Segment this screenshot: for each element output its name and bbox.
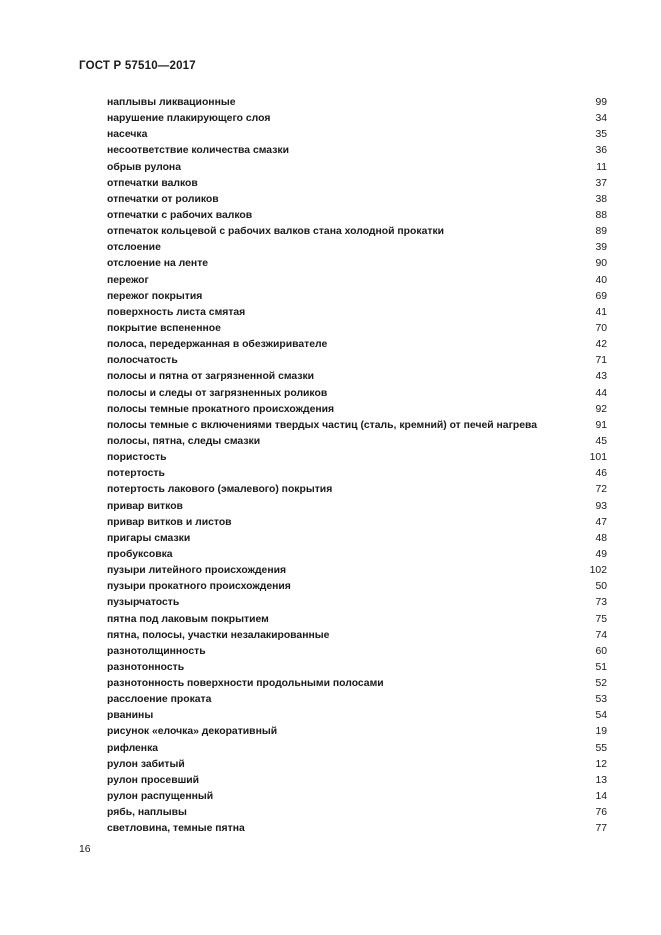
- index-page-ref: 69: [595, 290, 607, 302]
- index-page-ref: 60: [595, 645, 607, 657]
- index-term: пятна под лаковым покрытием: [107, 613, 269, 625]
- index-entry: [107, 628, 607, 644]
- index-term: отпечаток кольцевой с рабочих валков стана холодной прокатки: [107, 226, 445, 238]
- index-page-ref: 19: [595, 726, 607, 738]
- index-entry: [107, 143, 607, 159]
- index-entry: [107, 531, 607, 547]
- index-term: пятна, полосы, участки незалакированные: [107, 629, 330, 641]
- page-number: 16: [79, 844, 91, 855]
- index-entry: [107, 386, 607, 402]
- index-entry: [107, 289, 607, 305]
- index-entry: [107, 773, 607, 789]
- index-page-ref: 35: [595, 129, 607, 141]
- index-term: пробуксовка: [107, 548, 173, 560]
- index-entry: [107, 273, 607, 289]
- index-entry: [107, 466, 607, 482]
- index-term: нарушение плакирующего слоя: [107, 113, 271, 125]
- index-page-ref: 40: [595, 274, 607, 286]
- index-term: рисунок «елочка» декоративный: [107, 726, 278, 738]
- index-term: отпечатки с рабочих валков: [107, 209, 253, 221]
- index-entry: [107, 789, 607, 805]
- index-term: отслоение на ленте: [107, 258, 209, 270]
- index-entry: [107, 95, 607, 111]
- index-entry: [107, 692, 607, 708]
- index-term: рябь, наплывы: [107, 807, 187, 819]
- index-page-ref: 42: [595, 339, 607, 351]
- index-term: привар витков: [107, 500, 183, 512]
- index-entry: [107, 708, 607, 724]
- index-page-ref: 70: [595, 322, 607, 334]
- index-entry: [107, 353, 607, 369]
- index-entry: [107, 224, 607, 240]
- index-page-ref: 13: [595, 774, 607, 786]
- index-entry: [107, 805, 607, 821]
- index-page-ref: 54: [595, 710, 607, 722]
- index-page-ref: 102: [589, 565, 607, 577]
- index-page-ref: 14: [595, 791, 607, 803]
- index-term: пузырчатость: [107, 597, 180, 609]
- index-entry: [107, 757, 607, 773]
- index-entry: [107, 127, 607, 143]
- index-term: полоса, передержанная в обезжиривателе: [107, 339, 328, 351]
- index-page-ref: 93: [595, 500, 607, 512]
- index-page-ref: 38: [595, 193, 607, 205]
- index-entry: [107, 176, 607, 192]
- index-entry: [107, 256, 607, 272]
- index-entry: [107, 676, 607, 692]
- index-entry: [107, 321, 607, 337]
- index-entry: [107, 160, 607, 176]
- index-entry: [107, 515, 607, 531]
- index-term: покрытие вспененное: [107, 322, 221, 334]
- index-term: потертость лакового (эмалевого) покрытия: [107, 484, 333, 496]
- index-entry: [107, 418, 607, 434]
- index-term: отслоение: [107, 242, 161, 254]
- index-term: полосы и пятна от загрязненной смазки: [107, 371, 315, 383]
- index-page-ref: 44: [595, 387, 607, 399]
- index-entry: [107, 644, 607, 660]
- index-page-ref: 12: [595, 758, 607, 770]
- index-entry: [107, 595, 607, 611]
- index-entry: [107, 547, 607, 563]
- index-page-ref: 50: [595, 581, 607, 593]
- index-page-ref: 34: [595, 113, 607, 125]
- index-term: пузыри литейного происхождения: [107, 565, 287, 577]
- index-page-ref: 53: [595, 694, 607, 706]
- index-entry: [107, 821, 607, 837]
- index-entry: [107, 434, 607, 450]
- index-page-ref: 36: [595, 145, 607, 157]
- index-term: пригары смазки: [107, 532, 191, 544]
- index-page-ref: 55: [595, 742, 607, 754]
- index-term: разнотолщинность: [107, 645, 206, 657]
- index-page-ref: 48: [595, 532, 607, 544]
- index-entry: [107, 482, 607, 498]
- index-term: поверхность листа смятая: [107, 306, 246, 318]
- index-term: пережог покрытия: [107, 290, 203, 302]
- index-term: разнотонность: [107, 661, 185, 673]
- index-term: отпечатки от роликов: [107, 193, 219, 205]
- index-entry: [107, 208, 607, 224]
- index-term: полосы, пятна, следы смазки: [107, 435, 261, 447]
- index-term: наплывы ликвационные: [107, 97, 236, 108]
- index-entry: [107, 402, 607, 418]
- index-page-ref: 73: [595, 597, 607, 609]
- index-page-ref: 52: [595, 678, 607, 690]
- index-page-ref: 75: [595, 613, 607, 625]
- index-term: рванины: [107, 710, 154, 722]
- index-entry: [107, 369, 607, 385]
- index-page-ref: 46: [595, 468, 607, 480]
- index-term: полосы темные с включениями твердых частиц (сталь, кремний) от печей нагрева: [107, 419, 538, 431]
- index-entry: [107, 337, 607, 353]
- index-entry: [107, 450, 607, 466]
- index-page-ref: 72: [595, 484, 607, 496]
- index-page-ref: 71: [595, 355, 607, 367]
- index-entry: [107, 192, 607, 208]
- index-entry: [107, 111, 607, 127]
- index-term: несоответствие количества смазки: [107, 145, 289, 157]
- index-term: рифленка: [107, 742, 159, 754]
- index-term: расслоение проката: [107, 694, 212, 706]
- index-page-ref: 74: [595, 629, 607, 641]
- index-page-ref: 90: [595, 258, 607, 270]
- index-term: потертость: [107, 468, 165, 480]
- index-term: обрыв рулона: [107, 161, 181, 173]
- index-term: полосы темные прокатного происхождения: [107, 403, 335, 415]
- index-entry: [107, 563, 607, 579]
- alphabetical-index: [107, 95, 607, 837]
- index-entry: [107, 724, 607, 740]
- index-page-ref: 101: [589, 452, 607, 464]
- index-entry: [107, 579, 607, 595]
- index-page-ref: 88: [595, 209, 607, 221]
- index-page-ref: 39: [595, 242, 607, 254]
- index-term: полосчатость: [107, 355, 178, 367]
- index-page-ref: 49: [595, 548, 607, 560]
- index-term: пережог: [107, 274, 149, 286]
- index-term: полосы и следы от загрязненных роликов: [107, 387, 328, 399]
- index-entry: [107, 305, 607, 321]
- index-page-ref: 37: [595, 177, 607, 189]
- index-term: отпечатки валков: [107, 177, 198, 189]
- index-term: привар витков и листов: [107, 516, 232, 528]
- index-page-ref: 99: [595, 97, 607, 108]
- index-page-ref: 77: [595, 823, 607, 835]
- index-term: пористость: [107, 452, 167, 464]
- index-term: рулон просевший: [107, 774, 200, 786]
- index-page-ref: 41: [595, 306, 607, 318]
- index-page-ref: 43: [595, 371, 607, 383]
- index-term: пузыри прокатного происхождения: [107, 581, 291, 593]
- index-page-ref: 45: [595, 435, 607, 447]
- index-page-ref: 92: [595, 403, 607, 415]
- index-entry: [107, 240, 607, 256]
- index-term: рулон забитый: [107, 758, 185, 770]
- index-term: рулон распущенный: [107, 791, 214, 803]
- index-page-ref: 89: [595, 226, 607, 238]
- index-term: насечка: [107, 129, 148, 141]
- index-page-ref: 11: [596, 161, 607, 173]
- index-page-ref: 76: [595, 807, 607, 819]
- document-header: ГОСТ Р 57510—2017: [79, 60, 196, 72]
- index-entry: [107, 741, 607, 757]
- index-entry: [107, 612, 607, 628]
- index-term: светловина, темные пятна: [107, 823, 245, 835]
- index-entry: [107, 660, 607, 676]
- index-page-ref: 47: [595, 516, 607, 528]
- index-term: разнотонность поверхности продольными полосами: [107, 678, 384, 690]
- index-page-ref: 91: [595, 419, 607, 431]
- index-page-ref: 51: [595, 661, 607, 673]
- index-entry: [107, 499, 607, 515]
